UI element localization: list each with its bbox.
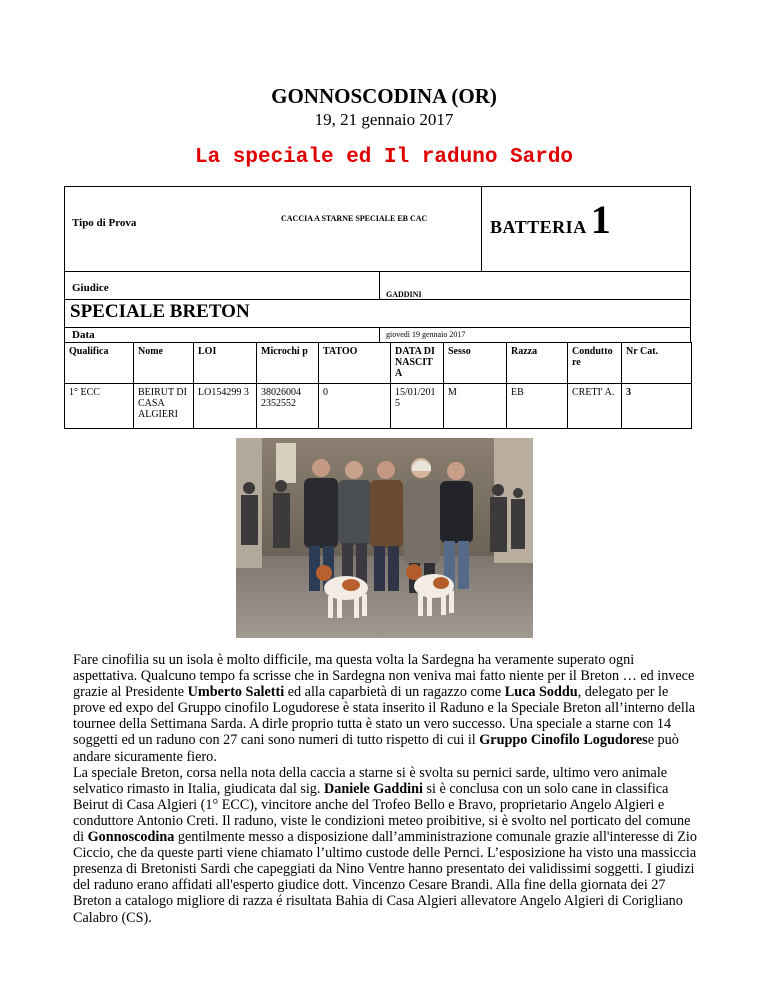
section-divider: [64, 299, 691, 300]
col-data-nascita: DATA DI NASCIT A: [391, 343, 444, 384]
name-umberto-saletti: Umberto Saletti: [187, 684, 285, 701]
data-label: Data: [72, 329, 95, 341]
col-nr-cat: Nr Cat.: [622, 343, 692, 384]
tipo-value: CACCIA A STARNE SPECIALE EB CAC: [281, 214, 428, 223]
col-microchip: Microchi p: [257, 343, 319, 384]
text-span: La speciale Breton, corsa nella nota della caccia a starne si è svolta su pernici sarde, ultimo vero animale selvatico rimasto in Italia, giudicata dal sig.: [73, 764, 668, 797]
batteria-heading: [490, 196, 611, 243]
data-divider: [379, 327, 380, 343]
cell-qualifica: 1° ECC: [65, 384, 134, 429]
cell-razza: EB: [507, 384, 568, 429]
text-span: , delegato per le prove ed expo del Gruppo cinofilo Logudorese è stata inserito il Raduno e la Speciale Breton all’interno della tournee della Settimana Sarda. A dirle proprio tutta è stato un vero successo. Una speciale a starne con 14 soggetti ed un raduno con 27 cani sono numeri di tutto rispetto di cui il: [73, 684, 696, 749]
text-span: gentilmente messo a disposizione dall’amministrazione comunale grazie all'interesse di Zio Ciccio, che da queste parti viene chiamato l’ultimo custode delle Pernci. L’esposizione ha visto una massiccia presenza di Bretonisti Sardi che capeggiati da Nino Ventre hanno presentato dei validissimi soggetti. I giudizi del raduno erano affidati all'esperto giudice dott. Vincenzo Cesare Brandi. Alla fine della giornata dei 27 Breton a catalogo migliore di razza é risultata Bahia di Casa Algieri allevatore Angelo Algieri di Corigliano Calabro (CS).: [73, 829, 697, 926]
event-date: 19, 21 gennaio 2017: [314, 110, 454, 129]
text-span: e può andare sicuramente fiero.: [73, 732, 679, 765]
cell-nome: BEIRUT DI CASA ALGIERI: [134, 384, 194, 429]
event-photo: [236, 438, 533, 638]
col-nome: Nome: [134, 343, 194, 384]
cell-microchip: 38026004 2352552: [257, 384, 319, 429]
name-daniele-gaddini: Daniele Gaddini: [323, 780, 423, 797]
name-gonnoscodina: Gonnoscodina: [87, 829, 175, 846]
giudice-value: GADDINI: [386, 290, 422, 299]
text-span: Fare cinofilia su un isola è molto difficile, ma questa volta la Sardegna ha veramente superato ogni aspettativa. Qualcuno tempo fa scrisse che in Sardegna non veniva mai fatto niente per il Breton … ed invece grazie al Presidente: [73, 652, 695, 701]
cell-tatoo: 0: [319, 384, 391, 429]
giudice-divider: [379, 271, 380, 299]
cell-sesso: M: [444, 384, 507, 429]
data-value: giovedì 19 gennaio 2017: [386, 330, 466, 339]
col-sesso: Sesso: [444, 343, 507, 384]
col-qualifica: Qualifica: [65, 343, 134, 384]
page-title: GONNOSCODINA (OR): [271, 84, 497, 108]
text-span: si è conclusa con un solo cane in classifica Beirut di Casa Algieri (1° ECC), vincitore anche del Trofeo Bello e Bravo, proprietario Angelo Algieri e conduttore Antonio Creti. Il raduno, viste le condizioni meteo proibitive, si è svolto nel porticato del comune di: [73, 780, 691, 846]
name-gruppo-cinofilo: Gruppo Cinofilo Logudores: [479, 732, 648, 749]
article-paragraph-2: [73, 765, 698, 926]
article-paragraph-1: [73, 652, 698, 765]
col-tatoo: TATOO: [319, 343, 391, 384]
table-header-row: [65, 343, 692, 384]
table-row: [65, 384, 692, 429]
tipo-label: Tipo di Prova: [72, 217, 137, 229]
article-body: [73, 652, 698, 926]
headline: La speciale ed Il raduno Sardo: [194, 146, 574, 169]
batteria-number: 1: [590, 197, 611, 242]
cell-loi: LO154299 3: [194, 384, 257, 429]
batteria-label: BATTERIA: [490, 217, 587, 237]
col-loi: LOI: [194, 343, 257, 384]
cell-data-nascita: 15/01/201 5: [391, 384, 444, 429]
form-box-data: [64, 327, 691, 343]
results-table: [64, 342, 692, 429]
event-photo-illustration: [236, 438, 533, 638]
text-span: ed alla caparbietà di un ragazzo come: [284, 684, 505, 701]
cell-nr-cat: 3: [622, 384, 692, 429]
cell-conduttore: CRETI' A.: [568, 384, 622, 429]
col-conduttore: Condutto re: [568, 343, 622, 384]
section-title: SPECIALE BRETON: [70, 301, 250, 322]
name-luca-soddu: Luca Soddu: [504, 684, 578, 701]
giudice-label: Giudice: [72, 282, 109, 294]
col-razza: Razza: [507, 343, 568, 384]
